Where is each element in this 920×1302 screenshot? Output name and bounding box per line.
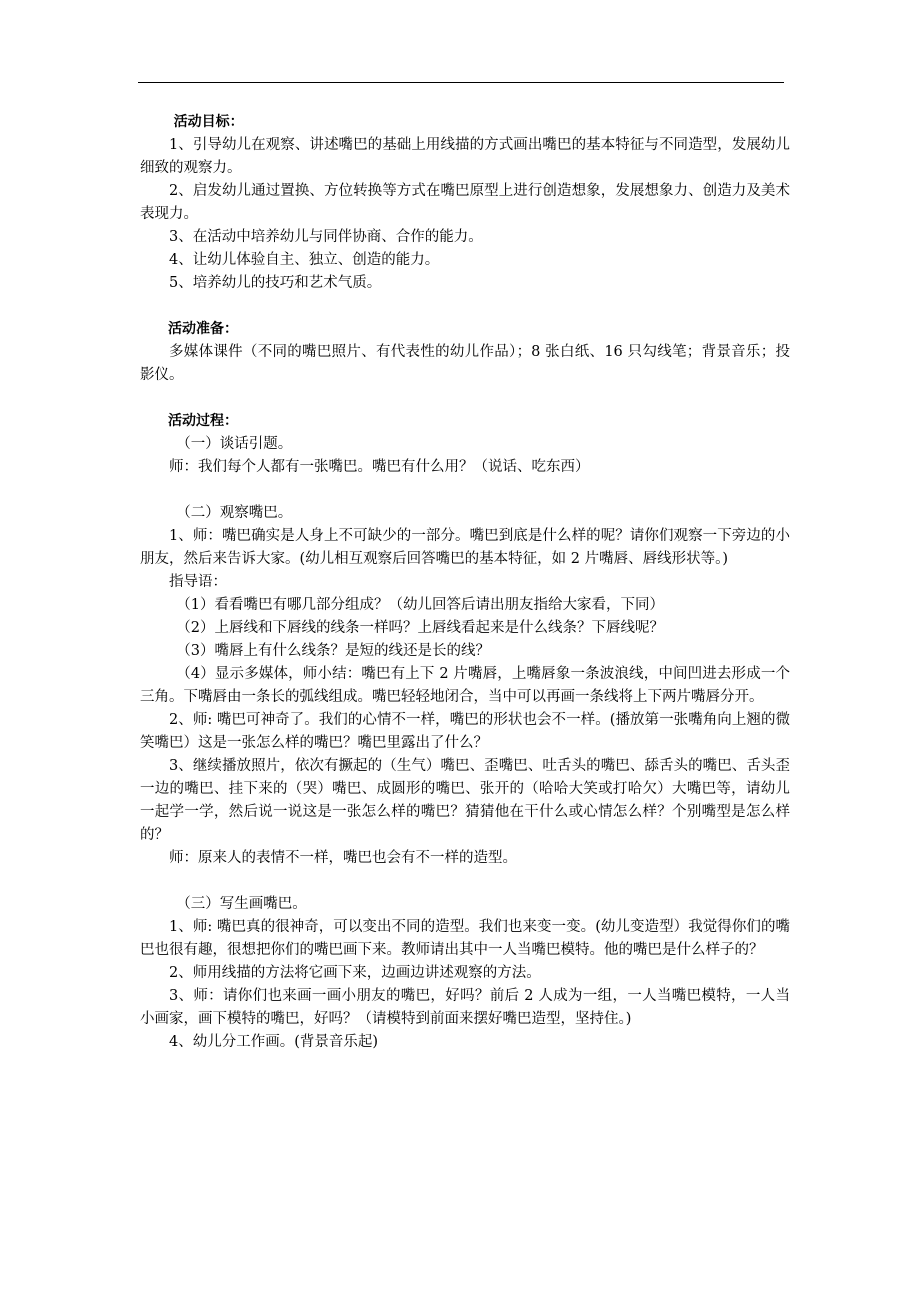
- part2-line: （2）上唇线和下唇线的线条一样吗？上唇线看起来是什么线条？下唇线呢？: [176, 620, 664, 636]
- part3-line: 2、师用线描的方法将它画下来，边画边讲述观察的方法。: [169, 965, 541, 981]
- header-rule: [138, 82, 784, 83]
- part2-line: （1）看看嘴巴有哪几部分组成？（幼儿回答后请出朋友指给大家看，下同）: [176, 597, 664, 613]
- goal-item: 5、培养幼儿的技巧和艺术气质。: [169, 275, 382, 291]
- spacer: [140, 387, 790, 410]
- part2-title: （二）观察嘴巴。: [176, 505, 293, 521]
- spacer: [140, 479, 790, 502]
- goal-item: 2、启发幼儿通过置换、方位转换等方式在嘴巴原型上进行创造想象，发展想象力、创造力及美术表现力。: [140, 183, 790, 222]
- part1-line: 师：我们每个人都有一张嘴巴。嘴巴有什么用？（说话、吃东西）: [169, 459, 590, 475]
- part2-line: 1、师：嘴巴确实是人身上不可缺少的一部分。嘴巴到底是什么样的呢？请你们观察一下旁边的小朋友，然后来告诉大家。(幼儿相互观察后回答嘴巴的基本特征，如 2 片嘴唇、唇线形状等。): [140, 528, 790, 567]
- part2-line: （4）显示多媒体，师小结：嘴巴有上下 2 片嘴唇，上嘴唇象一条波浪线，中间凹进去形成一个三角。下嘴唇由一条长的弧线组成。嘴巴轻轻地闭合，当中可以再画一条线将上下两片嘴唇分开。: [140, 666, 790, 705]
- part3-title: （三）写生画嘴巴。: [176, 896, 307, 912]
- goal-item: 4、让幼儿体验自主、独立、创造的能力。: [169, 252, 440, 268]
- preparation-heading: 活动准备：: [168, 321, 238, 337]
- goals-heading: 活动目标：: [173, 114, 244, 130]
- goal-item: 3、在活动中培养幼儿与同伴协商、合作的能力。: [169, 229, 483, 245]
- part1-title: （一）谈话引题。: [176, 436, 293, 452]
- part3-line: 1、师: 嘴巴真的很神奇，可以变出不同的造型。我们也来变一变。(幼儿变造型）我觉得你们的嘴巴也很有趣，很想把你们的嘴巴画下来。教师请出其中一人当嘴巴模特。他的嘴巴是什么样子的？: [140, 919, 790, 958]
- part2-line: 师：原来人的表情不一样，嘴巴也会有不一样的造型。: [169, 850, 517, 866]
- part3-line: 4、幼儿分工作画。(背景音乐起): [169, 1034, 379, 1050]
- part2-line: 3、继续播放照片，依次有撅起的（生气）嘴巴、歪嘴巴、吐舌头的嘴巴、舔舌头的嘴巴、舌头歪一边的嘴巴、挂下来的（哭）嘴巴、成圆形的嘴巴、张开的（哈哈大笑或打哈欠）大嘴巴等，请幼儿一起学一学，然后说一说这是一张怎么样的嘴巴？猜猜他在干什么或心情怎么样？个别嘴型是怎么样的？: [140, 758, 790, 843]
- spacer: [140, 870, 790, 893]
- spacer: [140, 295, 790, 318]
- part2-line: 指导语：: [169, 574, 227, 590]
- part3-line: 3、师：请你们也来画一画小朋友的嘴巴，好吗？前后 2 人成为一组，一人当嘴巴模特，一人当小画家，画下模特的嘴巴，好吗？（请模特到前面来摆好嘴巴造型，坚持住。): [140, 988, 790, 1027]
- goal-item: 1、引导幼儿在观察、讲述嘴巴的基础上用线描的方式画出嘴巴的基本特征与不同造型，发展幼儿细致的观察力。: [140, 137, 790, 176]
- preparation-text: 多媒体课件（不同的嘴巴照片、有代表性的幼儿作品）；8 张白纸、16 只勾线笔；背景音乐；投影仪。: [140, 344, 790, 383]
- part2-line: 2、师: 嘴巴可神奇了。我们的心情不一样，嘴巴的形状也会不一样。(播放第一张嘴角向上翘的微笑嘴巴）这是一张怎么样的嘴巴？嘴巴里露出了什么？: [140, 712, 790, 751]
- part2-line: （3）嘴唇上有什么线条？是短的线还是长的线？: [176, 643, 490, 659]
- process-heading: 活动过程：: [168, 413, 238, 429]
- document-body: [140, 111, 790, 1054]
